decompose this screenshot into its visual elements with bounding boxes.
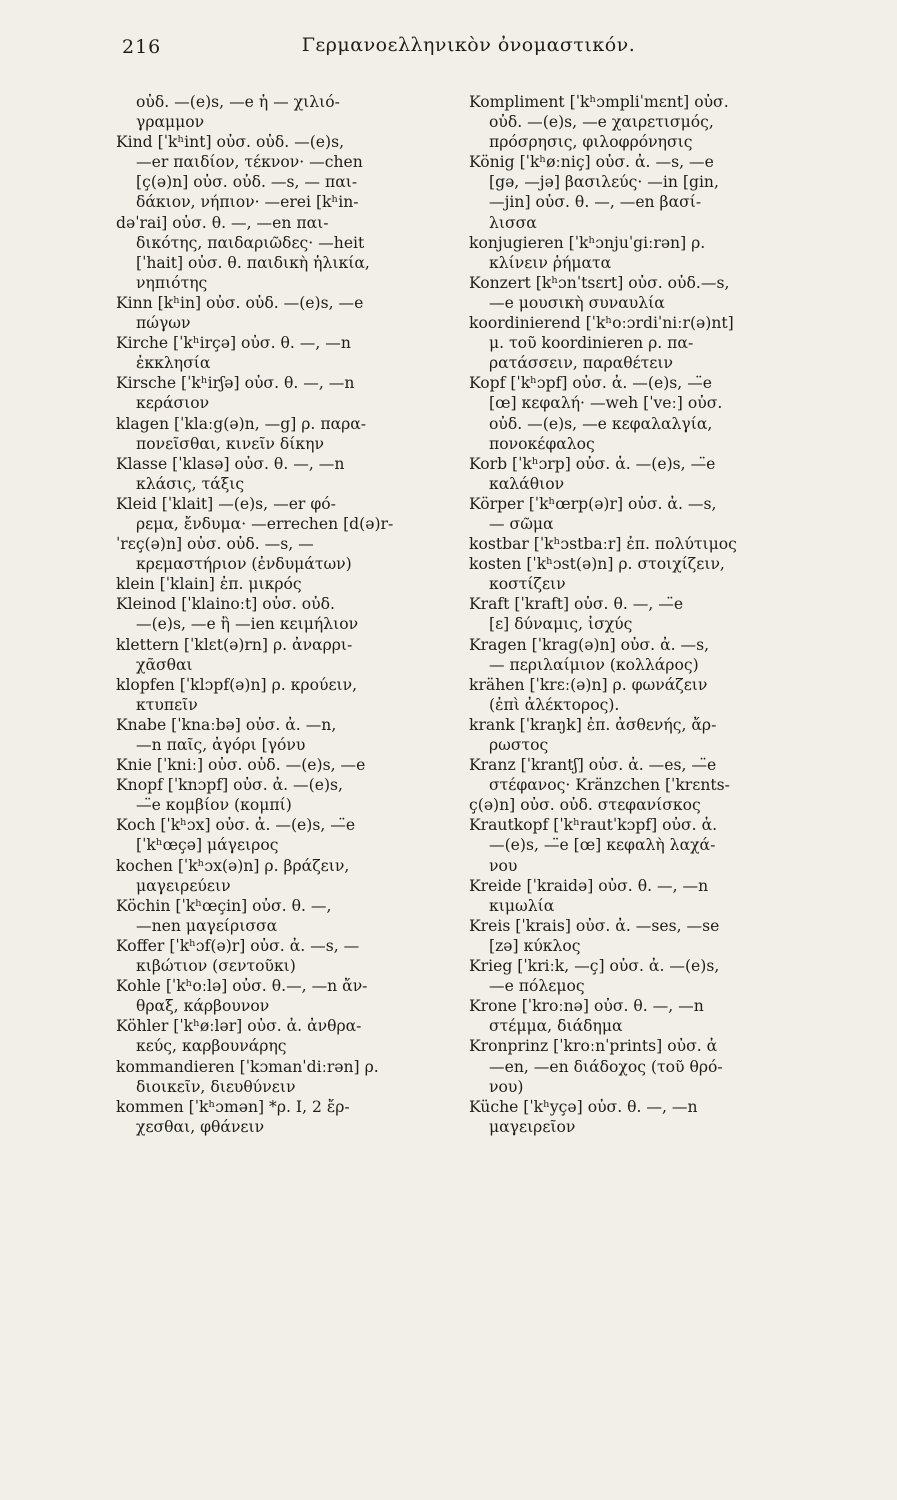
dictionary-line: κεράσιον xyxy=(136,394,210,413)
dictionary-line: —n παῖς, ἀγόρι [γόνυ xyxy=(136,736,306,754)
dictionary-line: Klasse [ˈklasə] οὐσ. θ. —, —n xyxy=(116,454,345,473)
dictionary-line: [œ] κεφαλή· —weh [ˈveː] οὐσ. xyxy=(489,394,723,413)
dictionary-line: Kleid [ˈklait] —(e)s, —er φό- xyxy=(116,494,336,513)
dictionary-line: —̈e κομβίον (κομπί) xyxy=(136,796,292,815)
dictionary-line: ρατάσσειν, παραθέτειν xyxy=(489,354,673,373)
dictionary-line: μ. τοῦ koordinieren ρ. πα- xyxy=(489,334,694,353)
right-column xyxy=(469,92,809,1137)
dictionary-line: Kohle [ˈkʰoːlə] οὐσ. θ.—, —n ἄν- xyxy=(116,977,368,996)
dictionary-line: θραξ, κάρβουνον xyxy=(136,997,270,1016)
dictionary-line: νου xyxy=(489,856,518,875)
dictionary-line: Koffer [ˈkʰɔf(ə)r] οὐσ. ἀ. —s, — xyxy=(116,936,360,955)
dictionary-line: [ˈkʰœçə] μάγειρος xyxy=(136,836,279,855)
dictionary-line: —er παιδίον, τέκνον· —chen xyxy=(136,153,363,172)
dictionary-line: Körper [ˈkʰœrp(ə)r] οὐσ. ἀ. —s, xyxy=(469,494,717,513)
dictionary-line: κιβώτιον (σεντοῦκι) xyxy=(136,957,296,976)
dictionary-line: Kraft [ˈkraft] οὐσ. θ. —, —̈e xyxy=(469,595,684,614)
dictionary-line: klopfen [ˈklɔpf(ə)n] ρ. κρούειν, xyxy=(116,675,358,694)
dictionary-line: König [ˈkʰøːniç] οὐσ. ἀ. —s, —e xyxy=(469,153,714,172)
dictionary-line: Krautkopf [ˈkʰrautˈkɔpf] οὐσ. ἀ. xyxy=(469,816,718,835)
dictionary-line: Kirsche [ˈkʰirʃə] οὐσ. θ. —, —n xyxy=(116,374,355,393)
dictionary-line: — περιλαίμιον (κολλάρος) xyxy=(489,655,699,674)
dictionary-line: kochen [ˈkʰɔx(ə)n] ρ. βράζειν, xyxy=(116,856,350,875)
dictionary-line: Kompliment [ˈkʰɔmpliˈmɛnt] οὐσ. xyxy=(469,93,729,111)
dictionary-line: Kreis [ˈkrais] οὐσ. ἀ. —ses, —se xyxy=(469,916,720,935)
dictionary-line: ἐκκλησία xyxy=(136,354,211,373)
dictionary-line: ç(ə)n] οὐσ. οὐδ. στεφανίσκος xyxy=(469,796,701,815)
dictionary-line: κλίνειν ῥήματα xyxy=(489,253,612,272)
dictionary-line: Krone [ˈkroːnə] οὐσ. θ. —, —n xyxy=(469,997,704,1016)
dictionary-line: Knabe [ˈknaːbə] οὐσ. ἀ. —n, xyxy=(116,715,337,734)
dictionary-line: κτυπεῖν xyxy=(136,695,198,714)
dictionary-line: —e πόλεμος xyxy=(489,977,585,996)
dictionary-line: πώγων xyxy=(136,314,191,333)
dictionary-line: Koch [ˈkʰɔx] οὐσ. ἀ. —(e)s, —̈e xyxy=(116,816,356,835)
dictionary-line: koordinierend [ˈkʰoːɔrdiˈniːr(ə)nt] xyxy=(469,314,734,333)
dictionary-line: Knopf [ˈknɔpf] οὐσ. ἀ. —(e)s, xyxy=(116,776,344,795)
dictionary-line: kommen [ˈkʰɔmən] *ρ. I, 2 ἔρ- xyxy=(116,1097,350,1116)
dictionary-line: κρεμαστήριον (ἐνδυμάτων) xyxy=(136,555,352,574)
dictionary-line: οὐδ. —(e)s, —e ἡ — χιλιό- xyxy=(136,93,340,111)
dictionary-line: [ɛ] δύναμις, ἰσχύς xyxy=(489,615,633,634)
dictionary-line: καλάθιον xyxy=(489,474,565,493)
dictionary-line: Kind [ˈkʰint] οὐσ. οὐδ. —(e)s, xyxy=(116,133,345,152)
dictionary-line: —(e)s, —̈e [œ] κεφαλὴ λαχά- xyxy=(489,836,716,855)
dictionary-line: —jin] οὐσ. θ. —, —en βασί- xyxy=(489,193,702,212)
dictionary-line: konjugieren [ˈkʰɔnjuˈgiːrən] ρ. xyxy=(469,233,706,252)
dictionary-line: Köhler [ˈkʰøːlər] οὐσ. ἀ. ἀνθρα- xyxy=(116,1017,362,1036)
dictionary-line: πρόσρησις, φιλοφρόνησις xyxy=(489,133,693,152)
dictionary-line: —e μουσικὴ συναυλία xyxy=(489,293,665,312)
dictionary-line: —(e)s, —e ἢ —ien κειμήλιον xyxy=(136,615,359,634)
dictionary-line: ˈrɛç(ə)n] οὐσ. οὐδ. —s, — xyxy=(116,535,314,554)
dictionary-line: Köchin [ˈkʰœçin] οὐσ. θ. —, xyxy=(116,896,332,915)
dictionary-line: διοικεῖν, διευθύνειν xyxy=(136,1077,296,1096)
dictionary-line: [ˈhait] οὐσ. θ. παιδικὴ ἡλικία, xyxy=(136,253,370,272)
dictionary-line: χᾶσθαι xyxy=(136,655,193,674)
dictionary-line: δάκιον, νήπιον· —erei [kʰin- xyxy=(136,193,359,212)
dictionary-line: dəˈrai] οὐσ. θ. —, —en παι- xyxy=(116,213,329,232)
dictionary-line: λισσα xyxy=(489,213,537,232)
dictionary-line: klein [ˈklain] ἐπ. μικρός xyxy=(116,575,302,594)
dictionary-line: —en, —en διάδοχος (τοῦ θρό- xyxy=(489,1057,723,1076)
dictionary-line: στέμμα, διάδημα xyxy=(489,1017,623,1036)
dictionary-line: κεύς, καρβουνάρης xyxy=(136,1037,287,1056)
dictionary-line: μαγειρεῖον xyxy=(489,1117,576,1136)
dictionary-line: kommandieren [ˈkɔmanˈdiːrən] ρ. xyxy=(116,1057,379,1076)
dictionary-line: ρωστος xyxy=(489,736,549,754)
left-column xyxy=(116,92,452,1137)
dictionary-line: χεσθαι, φθάνειν xyxy=(136,1117,265,1136)
dictionary-line: Kleinod [ˈklainoːt] οὐσ. οὐδ. xyxy=(116,595,335,614)
dictionary-line: krähen [ˈkrɛː(ə)n] ρ. φωνάζειν xyxy=(469,675,708,694)
dictionary-line: νου) xyxy=(489,1077,524,1096)
dictionary-line: (ἐπὶ ἀλέκτορος). xyxy=(489,695,620,714)
dictionary-line: κιμωλία xyxy=(489,896,555,915)
dictionary-line: Knie [ˈkniː] οὐσ. οὐδ. —(e)s, —e xyxy=(116,756,366,775)
dictionary-line: krank [ˈkraŋk] ἐπ. ἀσθενής, ἄρ- xyxy=(469,715,717,734)
dictionary-line: Korb [ˈkʰɔrp] οὐσ. ἀ. —(e)s, —̈e xyxy=(469,454,716,473)
dictionary-line: οὐδ. —(e)s, —e κεφαλαλγία, xyxy=(489,414,713,433)
dictionary-line: Küche [ˈkʰyçə] οὐσ. θ. —, —n xyxy=(469,1097,698,1116)
dictionary-line: kostbar [ˈkʰɔstbaːr] ἐπ. πολύτιμος xyxy=(469,535,737,554)
dictionary-line: δικότης, παιδαριῶδες· —heit xyxy=(136,233,365,252)
dictionary-line: [gə, —jə] βασιλεύς· —in [gin, xyxy=(489,173,719,192)
dictionary-line: νηπιότης xyxy=(136,273,208,292)
dictionary-line: Kranz [ˈkrantʃ] οὐσ. ἀ. —es, —̈e xyxy=(469,756,717,775)
dictionary-line: πονοκέφαλος xyxy=(489,434,595,453)
dictionary-line: —nen μαγείρισσα xyxy=(136,916,278,935)
dictionary-line: Kirche [ˈkʰirçə] οὐσ. θ. —, —n xyxy=(116,334,351,353)
dictionary-line: klettern [ˈklɛt(ə)rn] ρ. ἀναρρι- xyxy=(116,635,353,654)
page-number: 216 xyxy=(122,36,162,58)
dictionary-line: στέφανος· Kränzchen [ˈkrɛnts- xyxy=(489,776,730,795)
dictionary-line: πονεῖσθαι, κινεῖν δίκην xyxy=(136,434,324,453)
dictionary-line: [ç(ə)n] οὐσ. οὐδ. —s, — παι- xyxy=(136,173,358,192)
dictionary-line: [zə] κύκλος xyxy=(489,936,581,955)
dictionary-line: — σῶμα xyxy=(489,514,554,533)
running-head: Γερμανοελληνικὸν ὀνομαστικόν. xyxy=(301,34,636,56)
dictionary-line: Kragen [ˈkraɡ(ə)n] οὐσ. ἀ. —s, xyxy=(469,635,710,654)
dictionary-line: Kinn [kʰin] οὐσ. οὐδ. —(e)s, —e xyxy=(116,293,364,312)
dictionary-line: κλάσις, τάξις xyxy=(136,474,245,493)
dictionary-line: κοστίζειν xyxy=(489,575,566,594)
dictionary-line: klagen [ˈklaːg(ə)n, —g] ρ. παρα- xyxy=(116,414,367,433)
dictionary-line: μαγειρεύειν xyxy=(136,876,231,895)
dictionary-line: kosten [ˈkʰɔst(ə)n] ρ. στοιχίζειν, xyxy=(469,555,725,574)
dictionary-line: Kreide [ˈkraidə] οὐσ. θ. —, —n xyxy=(469,876,709,895)
dictionary-line: Konzert [kʰɔnˈtsɛrt] οὐσ. οὐδ.—s, xyxy=(469,273,730,292)
dictionary-line: οὐδ. —(e)s, —e χαιρετισμός, xyxy=(489,113,714,132)
dictionary-line: ρεμα, ἔνδυμα· —errechen [d(ə)r- xyxy=(136,514,394,533)
dictionary-line: Kronprinz [ˈkroːnˈprints] οὐσ. ἀ xyxy=(469,1037,718,1056)
dictionary-line: γραμμον xyxy=(136,113,205,132)
dictionary-line: Krieg [ˈkriːk, —ç] οὐσ. ἀ. —(e)s, xyxy=(469,957,720,976)
dictionary-line: Kopf [ˈkʰɔpf] οὐσ. ἀ. —(e)s, —̈e xyxy=(469,374,713,393)
